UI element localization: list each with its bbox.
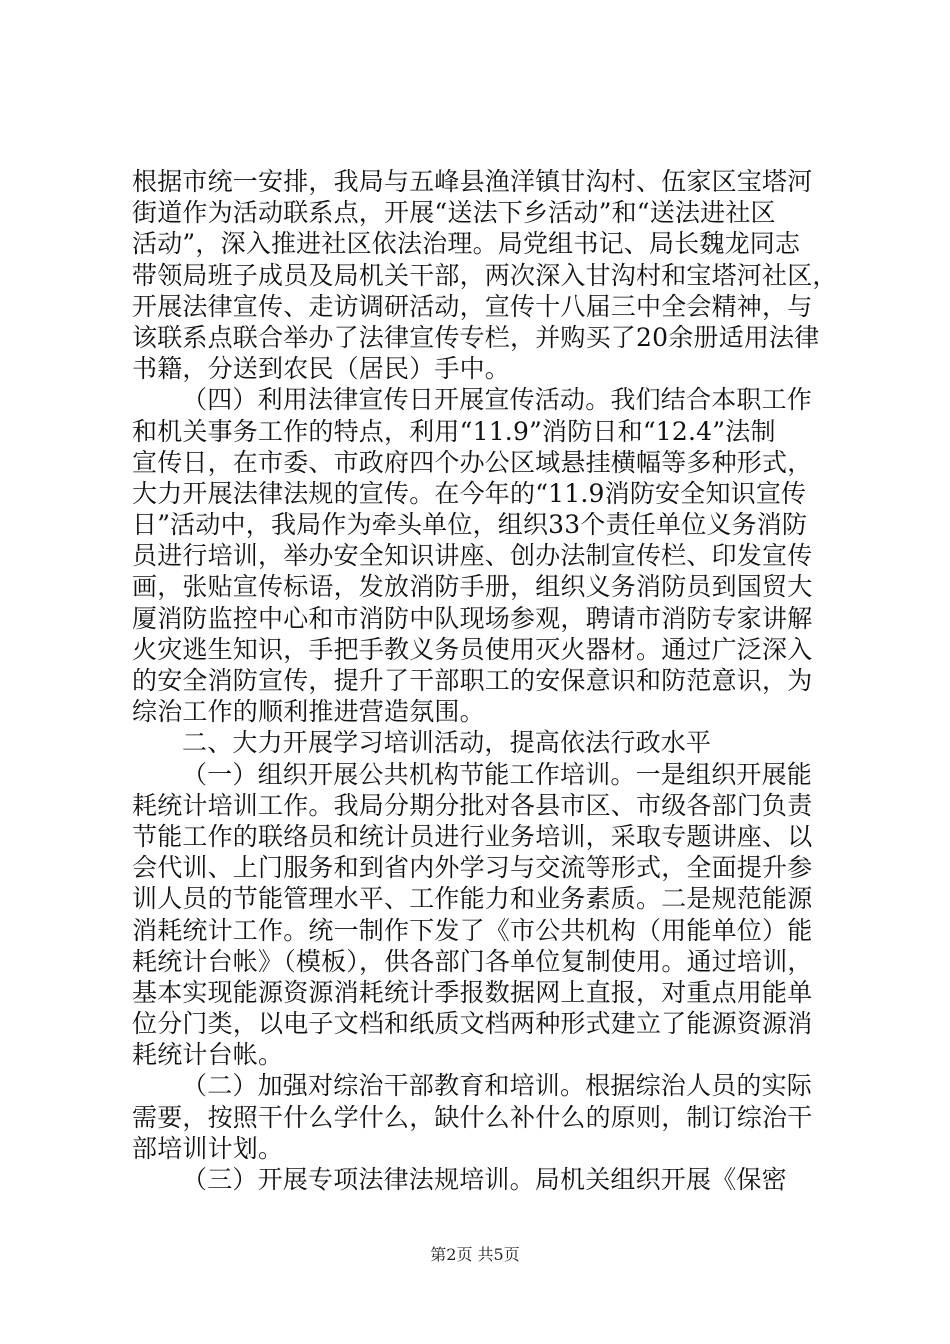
text-line: 节能工作的联络员和统计员进行业务培训，采取专题讲座、以 [132, 821, 813, 851]
text-line: 的安全消防宣传，提升了干部职工的安保意识和防范意识，为 [132, 666, 813, 695]
text-line: 耗统计台帐》（模板），供各部门各单位复制使用。通过培训， [132, 946, 813, 976]
page-number-footer: 第2页 共5页 [430, 1245, 520, 1264]
text-line: 日”活动中，我局作为牵头单位，组织33个责任单位义务消防 [132, 510, 808, 540]
text-line: 需要，按照干什么学什么，缺什么补什么的原则，制订综治干 [132, 1102, 813, 1132]
text-line: 活动”，深入推进社区依法治理。局党组书记、局长魏龙同志 [132, 229, 801, 259]
text-line: 员进行培训，举办安全知识讲座、创办法制宣传栏、印发宣传 [132, 541, 813, 571]
text-line: 消耗统计工作。统一制作下发了《市公共机构（用能单位）能 [132, 915, 813, 945]
text-line: 宣传日，在市委、市政府四个办公区域悬挂横幅等多种形式， [132, 447, 813, 477]
text-line: 书籍，分送到农民（居民）手中。 [132, 354, 511, 384]
text-line: 大力开展法律法规的宣传。在今年的“11.9消防安全知识宣传 [132, 478, 807, 508]
text-line: 带领局班子成员及局机关干部，两次深入甘沟村和宝塔河社区， [132, 260, 838, 290]
section-heading: 二、大力开展学习培训活动，提高依法行政水平 [182, 728, 712, 758]
text-line: 综治工作的顺利推进营造氛围。 [132, 697, 485, 727]
text-line: 和机关事务工作的特点，利用“11.9”消防日和“12.4”法制 [132, 416, 776, 446]
text-line: 开展法律宣传、走访调研活动，宣传十八届三中全会精神，与 [132, 291, 813, 321]
text-line: 厦消防监控中心和市消防中队现场参观，聘请市消防专家讲解 [132, 603, 813, 633]
text-line: 根据市统一安排，我局与五峰县渔洋镇甘沟村、伍家区宝塔河 [132, 167, 813, 196]
text-line: 训人员的节能管理水平、工作能力和业务素质。二是规范能源 [132, 884, 813, 914]
text-line: 耗统计培训工作。我局分期分批对各县市区、市级各部门负责 [132, 790, 813, 820]
paragraph-heading-line: （三）开展专项法律法规培训。局机关组织开展《保密 [182, 1165, 787, 1194]
text-line: 火灾逃生知识，手把手教义务员使用灭火器材。通过广泛深入 [132, 634, 813, 664]
paragraph-heading-line: （二）加强对综治干部教育和培训。根据综治人员的实际 [182, 1071, 813, 1101]
text-line: 耗统计台帐。 [132, 1040, 284, 1070]
text-line: 位分门类，以电子文档和纸质文档两种形式建立了能源资源消 [132, 1009, 813, 1039]
text-line: 会代训、上门服务和到省内外学习与交流等形式，全面提升参 [132, 853, 813, 883]
text-line: 画，张贴宣传标语，发放消防手册，组织义务消防员到国贸大 [132, 572, 813, 602]
paragraph-heading-line: （四）利用法律宣传日开展宣传活动。我们结合本职工作 [182, 385, 813, 415]
text-line: 部培训计划。 [132, 1133, 284, 1163]
text-line: 基本实现能源资源消耗统计季报数据网上直报，对重点用能单 [132, 977, 813, 1007]
document-body [132, 166, 838, 1195]
text-line: 该联系点联合举办了法律宣传专栏，并购买了20余册适用法律 [132, 322, 820, 352]
paragraph-heading-line: （一）组织开展公共机构节能工作培训。一是组织开展能 [182, 759, 813, 789]
text-line: 街道作为活动联系点，开展“送法下乡活动”和“送法进社区 [132, 198, 776, 228]
